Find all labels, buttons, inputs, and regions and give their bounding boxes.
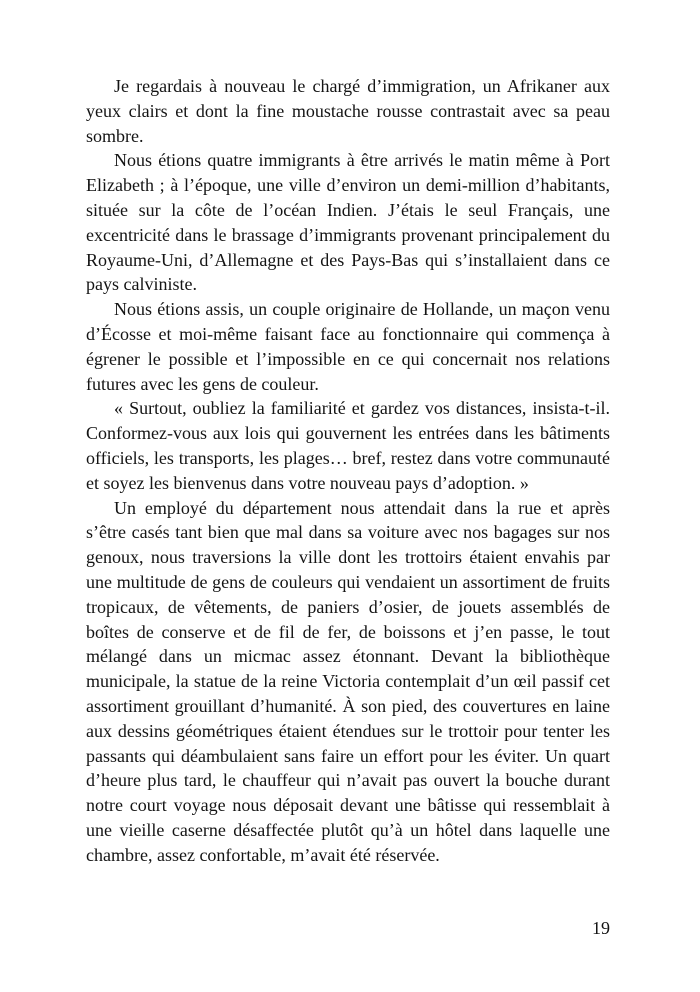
paragraph-5: Un employé du département nous attendait dans la rue et après s’être casés tant bien que mal dans sa voiture avec nos bagages sur nos genoux, nous traversions la ville dont les trottoirs étaient envahis par une multitude de gens de couleurs qui vendaient un assortiment de fruits tropicaux, de vêtements, de paniers d’osier, de jouets assemblés de boîtes de conserve et de fil de fer, de boissons et j’en passe, le tout mélangé dans un micmac assez étonnant. Devant la bibliothèque municipale, la statue de la reine Victoria contemplait d’un œil passif cet assortiment grouillant d’humanité. À son pied, des couvertures en laine aux dessins géométriques étaient étendues sur le trottoir pour tenter les passants qui déambulaient sans faire un effort pour les éviter. Un quart d’heure plus tard, le chauffeur qui n’avait pas ouvert la bouche durant notre court voyage nous déposait devant une bâtisse qui ressemblait à une vieille caserne désaffectée plutôt qu’à un hôtel dans laquelle une chambre, assez confortable, m’avait été réservée. bbox=[86, 497, 610, 865]
paragraph-1: Je regardais à nouveau le chargé d’immigration, un Afrikaner aux yeux clairs et dont la fine moustache rousse contrastait avec sa peau sombre. bbox=[86, 76, 610, 146]
paragraph-3: Nous étions assis, un couple originaire de Hollande, un maçon venu d’Écosse et moi-même faisant face au fonctionnaire qui commença à égrener le possible et l’impossible en ce qui concernait nos relations futures avec les gens de couleur. bbox=[86, 299, 610, 394]
body-text bbox=[86, 74, 610, 868]
paragraph-4: « Surtout, oubliez la familiarité et gardez vos distances, insista-t-il. Conformez-vous aux lois qui gouvernent les entrées dans les bâtiments officiels, les transports, les plages… bref, restez dans votre communauté et soyez les bienvenus dans votre nouveau pays d’adoption. » bbox=[86, 398, 610, 493]
page-number: 19 bbox=[592, 918, 610, 938]
paragraph-2: Nous étions quatre immigrants à être arrivés le matin même à Port Elizabeth ; à l’époque, une ville d’environ un demi-million d’habitants, située sur la côte de l’océan Indien. J’étais le seul Français, une excentricité dans le brassage d’immigrants provenant principalement du Royaume-Uni, d’Allemagne et des Pays-Bas qui s’installaient dans ce pays calviniste. bbox=[86, 150, 610, 295]
